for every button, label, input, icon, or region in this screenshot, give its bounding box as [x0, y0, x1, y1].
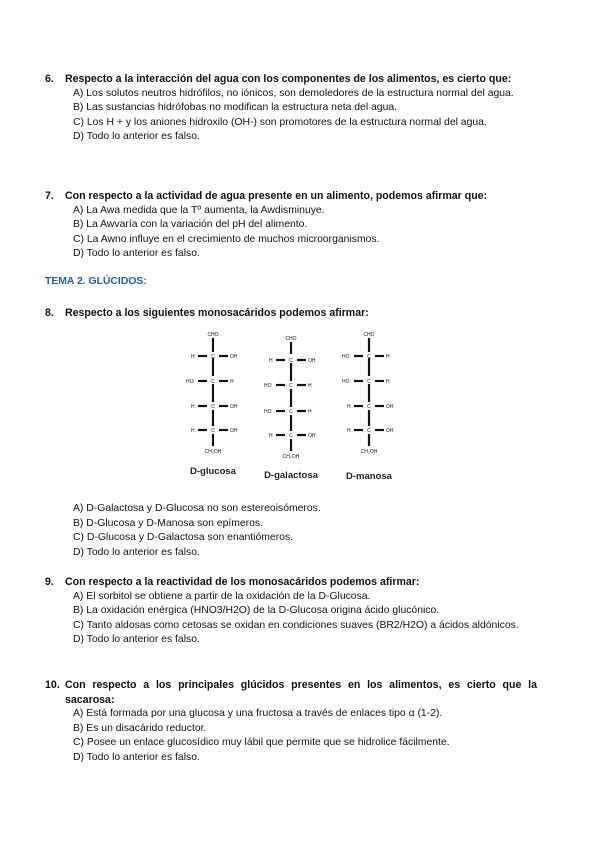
option-b: B) D-Glucosa y D-Manosa son epímeros. [73, 517, 263, 529]
glucose-c4: C [211, 404, 215, 410]
question-text: Respecto a los siguientes monosacáridos podemos afirmar: [65, 307, 369, 319]
question-text: Con respecto a los principales glúcidos presentes en los alimentos, es cierto que la sacarosa: [65, 679, 537, 706]
question-10 [45, 678, 537, 766]
mannose-oh4: OH [386, 404, 394, 410]
section-title: TEMA 2. GLÚCIDOS: [45, 276, 147, 287]
question-7 [45, 189, 537, 262]
glucose-c3: C [211, 379, 215, 385]
mannose-ch2oh: CH₂OH [360, 449, 378, 455]
option-c: C) La Awno influye en el crecimiento de muchos microorganismos. [73, 233, 380, 245]
options [73, 590, 537, 648]
mannose-h2: H [386, 354, 390, 360]
label-d-glucosa: D-glucosa [190, 466, 236, 477]
options [73, 204, 537, 262]
question-number: 9. [45, 576, 54, 588]
glucose-cho: CHO [207, 332, 219, 338]
galactose-cho: CHO [285, 336, 297, 342]
mannose-c2: C [367, 354, 371, 360]
galactose-h3: H [308, 383, 312, 389]
question-6 [45, 72, 537, 145]
option-b: B) La oxidación enérgica (HNO3/H2O) de la D-Glucosa origina ácido glucónico. [73, 605, 440, 617]
option-b: B) Las sustancias hidrófobas no modifican la estructura neta del agua. [73, 102, 398, 114]
question-number: 7. [45, 190, 54, 202]
question-9 [45, 575, 537, 648]
mannose-ho2: HO [342, 354, 350, 360]
galactose-h2: H [269, 358, 273, 364]
glucose-c5: C [211, 428, 215, 434]
label-d-manosa: D-manosa [346, 471, 392, 482]
option-a: A) D-Galactosa y D-Glucosa no son estereoisómeros. [73, 503, 321, 514]
option-d: D) Todo lo anterior es falso. [73, 751, 200, 763]
glucose-h5: H [191, 428, 195, 434]
option-d: D) Todo lo anterior es falso. [73, 634, 200, 646]
galactose-c4: C [289, 409, 293, 415]
option-c: C) D-Glucosa y D-Galactosa son enantiómeros. [73, 532, 294, 544]
options [73, 707, 537, 765]
galactose-ch2oh: CH₂OH [282, 454, 300, 460]
option-d: D) Todo lo anterior es falso. [73, 131, 200, 143]
mannose-h3: H [386, 379, 390, 385]
glucose-h2: H [191, 354, 195, 360]
glucose-h3: H [230, 379, 234, 385]
question-number: 10. [45, 679, 60, 691]
mannose-cho: CHO [363, 332, 375, 338]
glucose-ch2oh: CH₂OH [204, 449, 222, 455]
question-number: 8. [45, 307, 54, 319]
label-d-galactosa: D-galactosa [264, 470, 318, 481]
question-number: 6. [45, 73, 54, 85]
glucose-h4: H [191, 404, 195, 410]
mannose-c4: C [367, 404, 371, 410]
option-a: A) Los solutos neutros hidrófilos, no iónicos, son demoledores de la estructura normal del agua. [73, 87, 514, 99]
option-c: C) Los H + y los aniones hidroxilo (OH-) son promotores de la estructura normal del agua. [73, 116, 487, 128]
mannose-c3: C [367, 379, 371, 385]
galactose-c5: C [289, 433, 293, 439]
galactose-c2: C [289, 358, 293, 364]
glucose-oh4: OH [230, 404, 238, 410]
galactose-h5: H [269, 433, 273, 439]
option-c: C) Posee un enlace glucosídico muy lábil que permite que se hidrolice fácilmente. [73, 737, 450, 749]
option-a: A) Está formada por una glucosa y una fructosa a través de enlaces tipo α (1-2). [73, 708, 443, 720]
mannose-h4: H [347, 404, 351, 410]
mannose-ho3: HO [342, 379, 350, 385]
options [73, 502, 537, 560]
glucose-ho3: HO [186, 379, 194, 385]
option-a: A) La Awa medida que la Tº aumenta, la Awdisminuye. [73, 204, 325, 216]
question-text: Con respecto a la actividad de agua presente en un alimento, podemos afirmar que: [65, 190, 488, 202]
monosaccharide-figure [170, 326, 410, 488]
option-b: B) Es un disacárido reductor. [73, 722, 207, 734]
option-d: D) Todo lo anterior es falso. [73, 546, 200, 558]
galactose-c3: C [289, 383, 293, 389]
fischer-projections [170, 326, 410, 488]
mannose-h5: H [347, 428, 351, 434]
option-b: B) La Awvaría con la variación del pH del alimento. [73, 219, 308, 231]
question-text: Con respecto a la reactividad de los monosacáridos podemos afirmar: [65, 576, 420, 588]
galactose-oh2: OH [308, 358, 316, 364]
option-c: C) Tanto aldosas como cetosas se oxidan en condiciones suaves (BR2/H2O) a ácidos aldónicos. [73, 619, 519, 631]
question-8 [45, 306, 537, 321]
mannose-c5: C [367, 428, 371, 434]
options [73, 87, 537, 145]
mannose-oh5: OH [386, 428, 394, 434]
glucose-oh5: OH [230, 428, 238, 434]
glucose-oh2: OH [230, 354, 238, 360]
option-d: D) Todo lo anterior es falso. [73, 248, 200, 260]
galactose-ho3: HO [264, 383, 272, 389]
question-text: Respecto a la interacción del agua con los componentes de los alimentos, es cierto que: [65, 73, 512, 85]
galactose-ho4: HO [264, 409, 272, 415]
glucose-c2: C [211, 354, 215, 360]
galactose-h4: H [308, 409, 312, 415]
question-8-options [45, 502, 537, 560]
option-a: A) El sorbitol se obtiene a partir de la oxidación de la D-Glucosa. [73, 590, 371, 602]
galactose-oh5: OH [308, 433, 316, 439]
